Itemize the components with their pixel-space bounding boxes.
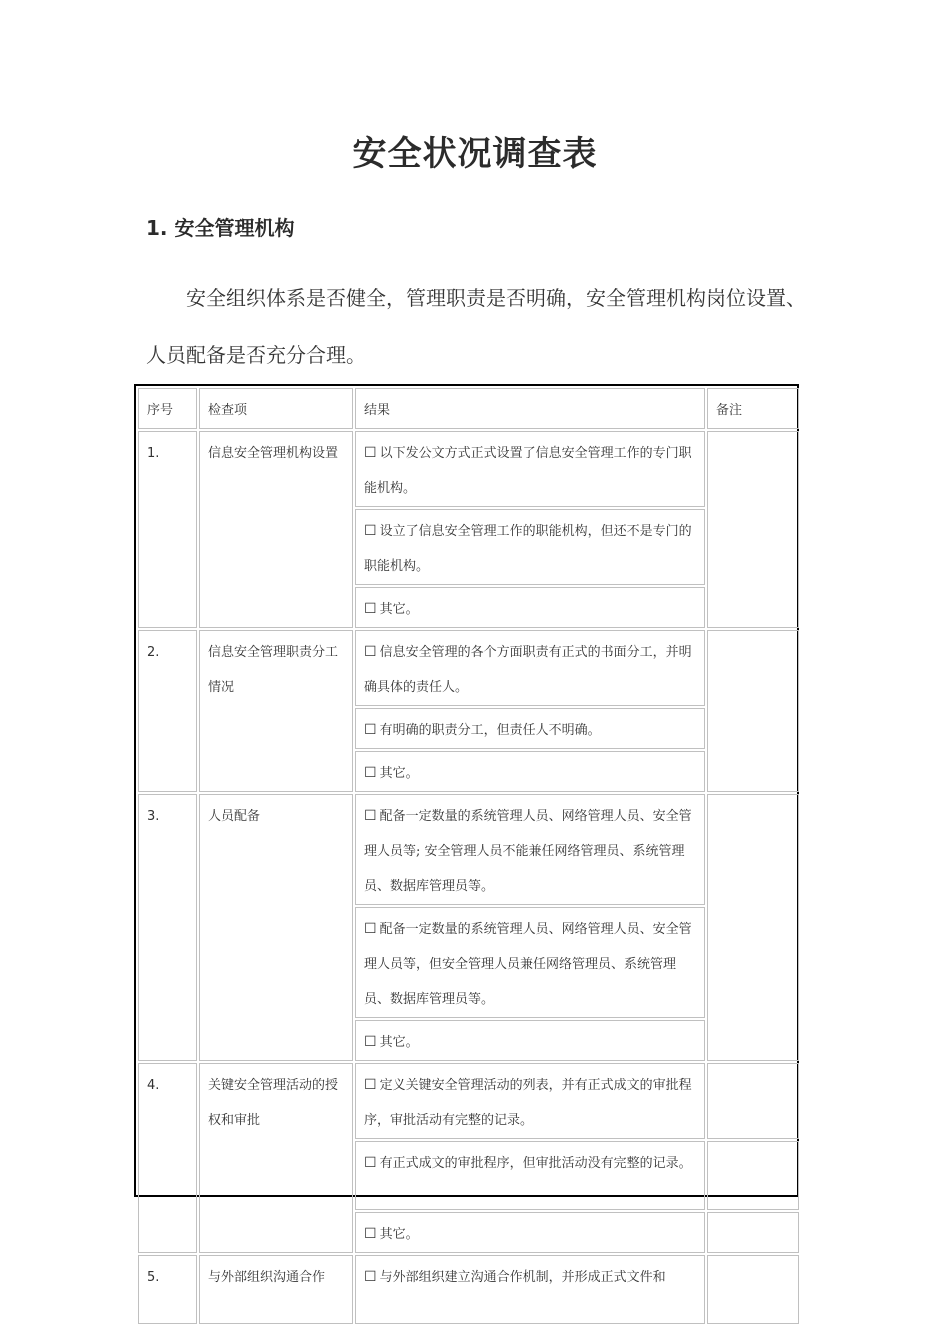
checkbox-icon[interactable]: ☐ [364,808,377,824]
header-row [138,388,799,429]
header-note: 备注 [707,388,799,429]
checkbox-icon[interactable]: ☐ [364,523,377,539]
check-item: 人员配备 [199,794,353,1061]
note-cell[interactable] [707,1255,799,1324]
option-text: 设立了信息安全管理工作的职能机构，但还不是专门的职能机构。 [364,524,692,574]
result-option[interactable] [355,587,705,628]
checkbox-icon[interactable]: ☐ [364,445,377,461]
survey-table-frame [134,384,799,1285]
checkbox-icon[interactable]: ☐ [364,1269,377,1285]
header-no: 序号 [138,388,197,429]
checkbox-icon[interactable]: ☐ [364,1034,377,1050]
option-text: 其它。 [379,602,419,617]
result-option[interactable] [355,630,705,706]
result-option[interactable] [355,1141,705,1210]
checkbox-icon[interactable]: ☐ [364,1155,377,1171]
result-option[interactable] [355,509,705,585]
option-text: 配备一定数量的系统管理人员、网络管理人员、安全管理人员等，但安全管理人员兼任网络管理员、系统管理员、数据库管理员等。 [364,922,692,1007]
option-text: 以下发公文方式正式设置了信息安全管理工作的专门职能机构。 [364,446,692,496]
note-cell[interactable] [707,1141,799,1210]
option-text: 有明确的职责分工，但责任人不明确。 [379,723,601,738]
note-cell[interactable] [707,1063,799,1139]
result-option[interactable] [355,907,705,1018]
note-cell[interactable] [707,630,799,792]
check-item: 与外部组织沟通合作 [199,1255,353,1324]
option-text: 有正式成文的审批程序，但审批活动没有完整的记录。 [379,1156,692,1171]
check-item: 信息安全管理机构设置 [199,431,353,628]
result-option[interactable] [355,1212,705,1253]
result-option[interactable] [355,751,705,792]
document-title: 安全状况调查表 [352,134,598,174]
table-row [138,1063,799,1139]
header-result: 结果 [355,388,705,429]
table-row [138,431,799,507]
checkbox-icon[interactable]: ☐ [364,1226,377,1242]
check-item: 信息安全管理职责分工情况 [199,630,353,792]
result-option[interactable] [355,1063,705,1139]
intro-paragraph: 安全组织体系是否健全，管理职责是否明确，安全管理机构岗位设置、人员配备是否充分合理。 [146,286,806,367]
option-text: 其它。 [379,1035,419,1050]
check-item: 关键安全管理活动的授权和审批 [199,1063,353,1253]
option-text: 配备一定数量的系统管理人员、网络管理人员、安全管理人员等; 安全管理人员不能兼任网络管理员、系统管理员、数据库管理员等。 [364,809,692,894]
section-heading: 1. 安全管理机构 [146,216,295,240]
note-cell[interactable] [707,431,799,628]
row-number: 4. [138,1063,197,1253]
row-number: 5. [138,1255,197,1324]
option-text: 与外部组织建立沟通合作机制，并形成正式文件和 [379,1270,666,1285]
result-option[interactable] [355,1255,705,1324]
row-number: 3. [138,794,197,1061]
checkbox-icon[interactable]: ☐ [364,601,377,617]
checkbox-icon[interactable]: ☐ [364,722,377,738]
table-row [138,630,799,706]
result-option[interactable] [355,1020,705,1061]
result-option[interactable] [355,431,705,507]
row-number: 1. [138,431,197,628]
note-cell[interactable] [707,1212,799,1253]
option-text: 其它。 [379,766,419,781]
option-text: 信息安全管理的各个方面职责有正式的书面分工，并明确具体的责任人。 [364,645,692,695]
table-row [138,794,799,905]
row-number: 2. [138,630,197,792]
checkbox-icon[interactable]: ☐ [364,1077,377,1093]
checkbox-icon[interactable]: ☐ [364,921,377,937]
result-option[interactable] [355,794,705,905]
header-item: 检查项 [199,388,353,429]
survey-table [136,386,801,1326]
option-text: 定义关键安全管理活动的列表，并有正式成文的审批程序，审批活动有完整的记录。 [364,1078,692,1128]
note-cell[interactable] [707,794,799,1061]
option-text: 其它。 [379,1227,419,1242]
result-option[interactable] [355,708,705,749]
checkbox-icon[interactable]: ☐ [364,644,377,660]
checkbox-icon[interactable]: ☐ [364,765,377,781]
table-row [138,1255,799,1324]
